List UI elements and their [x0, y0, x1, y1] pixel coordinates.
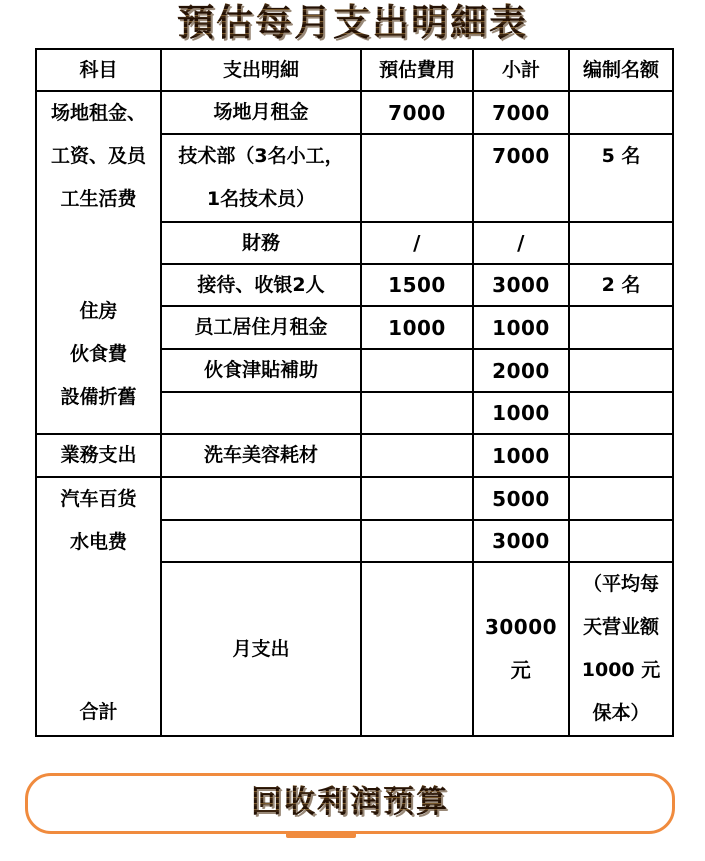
subtotal-cell: 2000: [473, 349, 569, 392]
detail-cell: [161, 134, 361, 222]
subtotal-cell: 3000: [473, 264, 569, 306]
estimated-cost-cell: [361, 134, 473, 222]
subject-group3-block: [37, 478, 160, 564]
banner-accent-bar: [286, 831, 356, 838]
estimated-cost-cell: [361, 562, 473, 736]
header-expense-detail: 支出明細: [161, 49, 361, 91]
detail-cell: 接待、收银2人: [161, 264, 361, 306]
note-line: （平均每: [582, 573, 659, 595]
detail-cell: [161, 392, 361, 434]
profit-budget-banner: [25, 773, 675, 834]
subtotal-cell: 1000: [473, 306, 569, 349]
grand-total-amount: 30000: [484, 615, 558, 639]
quota-cell: [569, 477, 673, 520]
quota-cell: [569, 520, 673, 562]
subject-line: 伙食費: [69, 343, 127, 365]
subtotal-cell: 5000: [473, 477, 569, 520]
subtotal-cell: /: [473, 222, 569, 264]
header-subject: 科目: [36, 49, 161, 91]
detail-cell: 员工居住月租金: [161, 306, 361, 349]
subject-group2-block: [37, 290, 160, 419]
detail-cell: [161, 520, 361, 562]
subject-group1-block: [37, 92, 160, 221]
detail-cell-monthly-expense: 月支出: [161, 562, 361, 736]
detail-cell: 洗车美容耗材: [161, 434, 361, 477]
quota-cell: [569, 434, 673, 477]
quota-cell: [569, 392, 673, 434]
header-staff-quota: 编制名额: [569, 49, 673, 91]
subject-line: 住房: [79, 300, 118, 322]
estimated-cost-cell: [361, 434, 473, 477]
subtotal-cell: 7000: [473, 91, 569, 134]
page-title: 預估每月支出明細表: [0, 0, 705, 46]
header-estimated-cost: 預估費用: [361, 49, 473, 91]
detail-line: 1名技术员）: [206, 188, 316, 210]
note-line: 1000 元: [581, 659, 661, 681]
table-row: [36, 477, 673, 520]
quota-cell: [569, 91, 673, 134]
subject-cell-group3: [36, 477, 161, 736]
detail-cell: 伙食津貼補助: [161, 349, 361, 392]
grand-total-unit: 元: [510, 658, 532, 682]
table-header-row: [36, 49, 673, 91]
estimated-cost-cell: 1000: [361, 306, 473, 349]
subject-cell-business-expense: 業務支出: [36, 434, 161, 477]
subject-line: 汽车百货: [60, 488, 137, 510]
quota-cell: [569, 349, 673, 392]
note-line: 保本）: [592, 702, 650, 724]
header-subtotal: 小計: [473, 49, 569, 91]
estimated-cost-cell: [361, 392, 473, 434]
detail-cell: 场地月租金: [161, 91, 361, 134]
detail-cell: 財務: [161, 222, 361, 264]
subject-line: 工资、及员: [50, 145, 146, 167]
note-line: 天营业额: [582, 616, 659, 638]
estimated-cost-cell: 7000: [361, 91, 473, 134]
subtotal-cell: 3000: [473, 520, 569, 562]
table-row: [36, 434, 673, 477]
banner-title: 回收利润预算: [251, 776, 449, 829]
subtotal-cell: 1000: [473, 434, 569, 477]
subject-cell-group1: [36, 91, 161, 434]
estimated-cost-cell: [361, 349, 473, 392]
subtotal-cell-grand-total: [473, 562, 569, 736]
break-even-note: [569, 562, 673, 736]
detail-cell: [161, 477, 361, 520]
table-row: [36, 91, 673, 134]
quota-cell: 2 名: [569, 264, 673, 306]
quota-cell: [569, 306, 673, 349]
estimated-cost-cell: [361, 520, 473, 562]
expense-table: [35, 48, 674, 737]
subtotal-cell: 7000: [492, 144, 550, 168]
subtotal-cell: 1000: [473, 392, 569, 434]
total-label: 合計: [79, 701, 118, 723]
estimated-cost-cell: /: [361, 222, 473, 264]
quota-cell: 5 名: [601, 145, 641, 167]
estimated-cost-cell: 1500: [361, 264, 473, 306]
estimated-cost-cell: [361, 477, 473, 520]
subject-line: 工生活费: [60, 188, 137, 210]
subject-line: 水电费: [69, 531, 127, 553]
quota-cell: [569, 222, 673, 264]
detail-line: 技术部（3名小工，: [178, 145, 344, 167]
subject-line: 設備折舊: [60, 386, 137, 408]
subject-line: 场地租金、: [50, 102, 146, 124]
